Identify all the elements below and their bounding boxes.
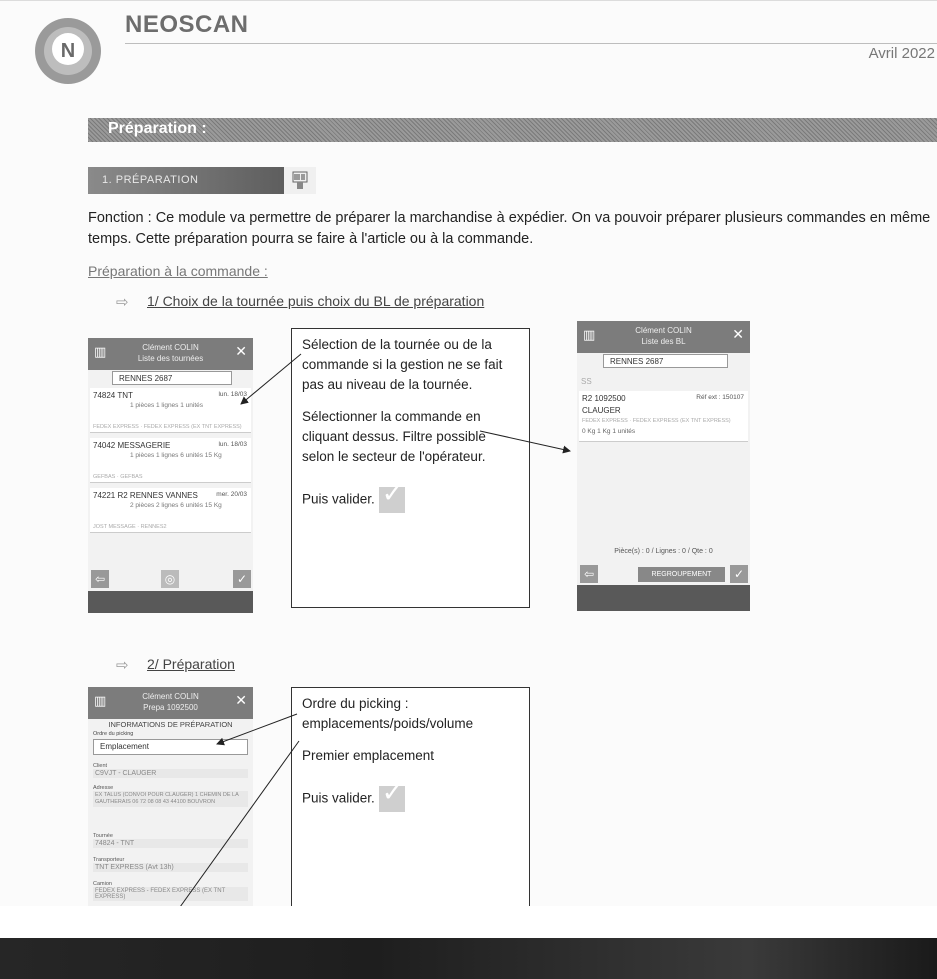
tour-detail: 1 pièces 1 lignes 6 unités 15 Kg — [130, 452, 222, 459]
tools-icon[interactable]: ✕ — [235, 692, 247, 708]
step2-arrow-icon: ⇨ — [116, 657, 129, 674]
note2-p2: Premier emplacement — [302, 748, 435, 763]
annotation-arrows — [0, 1, 937, 907]
tour-name: R2 RENNES VANNES — [117, 491, 198, 500]
tour-code: 74824 — [93, 391, 116, 400]
tour-carrier: GEFBAS · GEFBAS — [93, 474, 143, 480]
order-preparation-heading: Préparation à la commande : — [88, 263, 268, 279]
brand-name: NEOSCAN — [125, 11, 249, 38]
tour-select[interactable]: RENNES 2687 — [112, 371, 232, 385]
tour-code: 74042 — [93, 441, 116, 450]
order-carrier: FEDEX EXPRESS · FEDEX EXPRESS (EX TNT EXPRESS) — [582, 418, 731, 424]
phone-screen-title: Prepa 1092500 — [143, 703, 198, 712]
order-tag: R2 — [582, 394, 593, 403]
phone-screen-title: Liste des tournées — [137, 354, 204, 363]
tour-date: mer. 20/03 — [216, 491, 247, 498]
tour-name: TNT — [117, 391, 133, 400]
tools-icon[interactable]: ✕ — [235, 343, 247, 359]
document-date: Avril 2022 — [868, 45, 935, 62]
picking-order-select[interactable]: Emplacement — [93, 739, 248, 755]
line-to-first-location — [180, 741, 299, 907]
settings-icon[interactable]: ◎ — [161, 570, 179, 588]
section-title: Préparation : — [108, 120, 207, 137]
phone-user: Clément COLIN — [142, 343, 199, 352]
viewer-bottom-bar — [0, 938, 937, 979]
tour-carrier: FEDEX EXPRESS · FEDEX EXPRESS (EX TNT EXPRESS) — [93, 424, 242, 430]
info-title: INFORMATIONS DE PRÉPARATION — [108, 720, 233, 729]
svg-text:N: N — [60, 40, 76, 62]
tour-name: MESSAGERIE — [117, 441, 171, 450]
order-code: 1092500 — [594, 394, 626, 403]
picking-order-label: Ordre du picking — [93, 731, 134, 737]
tour-detail: 1 pièces 1 lignes 1 unités — [130, 402, 203, 409]
intro-paragraph: Fonction : Ce module va permettre de préparer la marchandise à expédier. On va pouvoir préparer plusieurs commandes en même temps. Cette préparation pourra se faire à l'article ou à la commande. — [88, 210, 931, 247]
tour-select[interactable]: RENNES 2687 — [603, 354, 728, 368]
client-field: Client C9VJT - CLAUGER — [93, 763, 248, 778]
tour-date: lun. 18/03 — [218, 441, 247, 448]
phone-user: Clément COLIN — [142, 692, 199, 701]
step1-title: 1/ Choix de la tournée puis choix du BL de préparation — [147, 293, 485, 309]
tour-detail: 2 pièces 2 lignes 6 unités 15 Kg — [130, 502, 222, 509]
regroup-button[interactable]: REGROUPEMENT — [638, 567, 725, 582]
back-button[interactable]: ⇦ — [580, 565, 598, 583]
order-stats: 0 Kg 1 Kg 1 unités — [582, 428, 636, 435]
validate-button[interactable]: ✓ — [730, 565, 748, 583]
validate-button[interactable]: ✓ — [233, 570, 251, 588]
back-button[interactable]: ⇦ — [91, 570, 109, 588]
note1-p3: Puis valider. — [302, 491, 375, 507]
phone-user: Clément COLIN — [635, 326, 692, 335]
tour-field: Tournée 74824 - TNT — [93, 833, 248, 848]
arrow-to-picking-order — [217, 714, 297, 744]
note1-p1: Sélection de la tournée ou de la commande si la gestion ne se fait pas au niveau de la tournée. — [302, 337, 503, 392]
arrow-to-bl-list — [480, 431, 570, 451]
barcode-icon: ▥ — [583, 327, 596, 342]
note2-p1: Ordre du picking : emplacements/poids/volume — [302, 696, 474, 731]
truck-field: Camion FEDEX EXPRESS - FEDEX EXPRESS (EX TNT EXPRESS) — [93, 881, 248, 901]
arrow-to-tour-list — [241, 354, 301, 404]
tools-icon[interactable]: ✕ — [732, 326, 744, 342]
group-label: SS — [581, 377, 592, 386]
barcode-icon: ▥ — [94, 693, 107, 708]
address-field: Adresse EX TALUS (CONVOI POUR CLAUGER) 1 CHEMIN DE LA GAUTHERAIS 06 72 08 08 43 44100 BOUVRON — [93, 785, 248, 807]
tour-carrier: JOST MESSAGE · RENNES2 — [93, 524, 167, 530]
note1-p2: Sélectionner la commande en cliquant dessus. Filtre possible selon le secteur de l'opérateur. — [302, 409, 486, 464]
step1-arrow-icon: ⇨ — [116, 294, 129, 311]
order-ref: Réf ext : 150107 — [696, 394, 744, 401]
tour-code: 74221 — [93, 491, 116, 500]
barcode-icon: ▥ — [94, 344, 107, 359]
carrier-field: Transporteur TNT EXPRESS (Avt 13h) — [93, 857, 248, 872]
totals-bar: Pièce(s) : 0 / Lignes : 0 / Qte : 0 — [614, 548, 713, 555]
note2-p3: Puis valider. — [302, 790, 375, 806]
tour-date: lun. 18/03 — [218, 391, 247, 398]
step2-title: 2/ Préparation — [147, 656, 235, 672]
order-client: CLAUGER — [582, 406, 621, 415]
subsection-label: 1. PRÉPARATION — [102, 174, 199, 186]
phone-screen-title: Liste des BL — [641, 337, 686, 346]
